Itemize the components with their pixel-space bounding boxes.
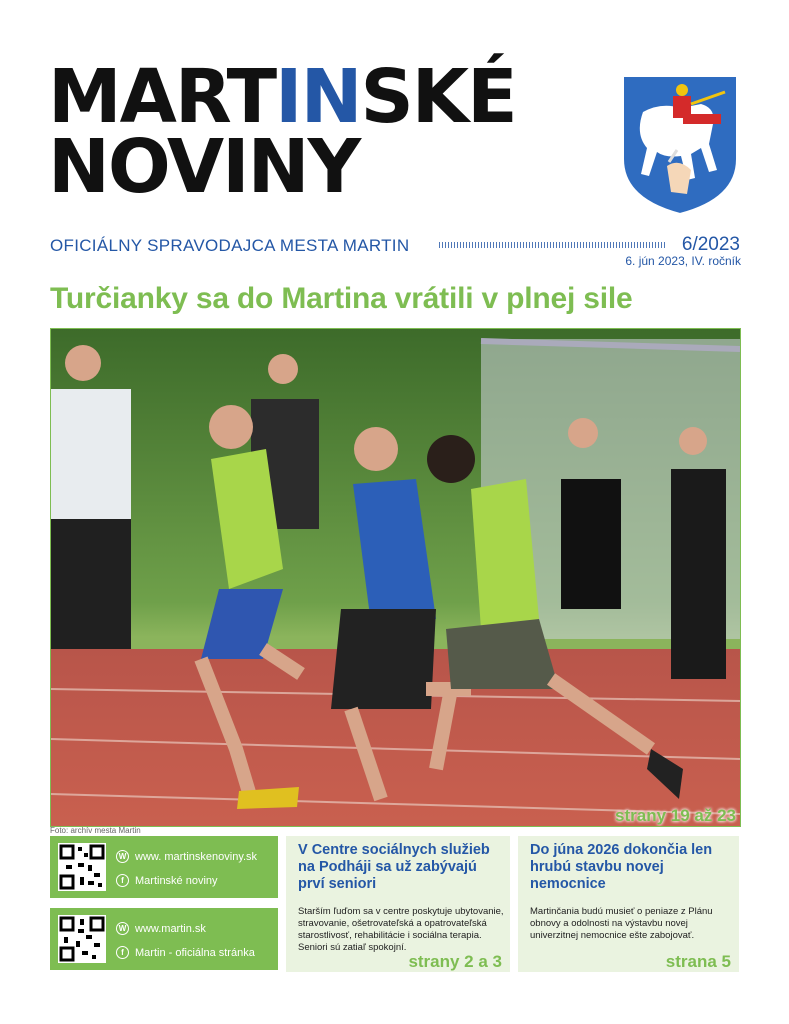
qr-code-icon [58,843,106,891]
issue-date: 6. jún 2023, IV. ročník [625,254,741,268]
photo-credit: Foto: archív mesta Martin [50,826,141,835]
subtitle: OFICIÁLNY SPRAVODAJCA MESTA MARTIN [50,236,410,255]
masthead-accent: IN [275,54,361,140]
masthead-line-1 [48,54,516,140]
facebook-icon: f [116,874,129,887]
globe-icon: W [116,922,129,935]
link-box-martin[interactable] [50,908,278,970]
main-headline: Turčianky sa do Martina vrátili v plnej sile [50,282,633,315]
web-link-text[interactable]: www. martinskenoviny.sk [135,850,258,863]
article-summary: Starším ľuďom sa v centre poskytuje ubytovanie, stravovanie, ošetrovateľská a opatrovateľská starostlivosť, rehabilitácie i sociálna terapia. Seniori sú zatiaľ spokojní. [298,906,504,953]
dotted-divider [439,242,665,248]
masthead-part: SKÉ [360,54,516,140]
social-link-text[interactable]: Martin - oficiálna stránka [135,946,255,959]
web-link-text[interactable]: www.martin.sk [135,922,206,935]
qr-code-icon [58,915,106,963]
facebook-icon: f [116,946,129,959]
globe-icon: W [116,850,129,863]
article-title[interactable]: Do júna 2026 dokončia len hrubú stavbu novej nemocnice [530,842,713,892]
subtitle-bar [50,236,740,256]
web-link[interactable] [116,922,206,935]
social-link-text[interactable]: Martinské noviny [135,874,218,887]
masthead-line-2: NOVINY [48,124,360,210]
masthead-title [48,54,516,210]
article-teaser-seniors[interactable] [286,836,510,972]
masthead-part: MART [48,54,276,140]
coat-of-arms-icon [621,74,739,216]
cover-photo [50,328,741,827]
link-box-noviny[interactable] [50,836,278,898]
social-link[interactable] [116,946,255,959]
web-link[interactable] [116,850,257,863]
article-pages-ref: strany 2 a 3 [408,952,502,971]
article-pages-ref: strana 5 [665,952,731,971]
issue-number: 6/2023 [681,234,740,255]
article-title[interactable]: V Centre sociálnych služieb na Podháji sa už zabývajú prví seniori [298,842,490,892]
social-link[interactable] [116,874,218,887]
photo-pages-ref: strany 19 až 23 [615,806,736,825]
article-summary: Martinčania budú musieť o peniaze z Plánu obnovy a odolnosti na výstavbu novej univerzitnej nemocnice ešte zabojovať. [530,906,713,941]
article-teaser-hospital[interactable] [518,836,739,972]
